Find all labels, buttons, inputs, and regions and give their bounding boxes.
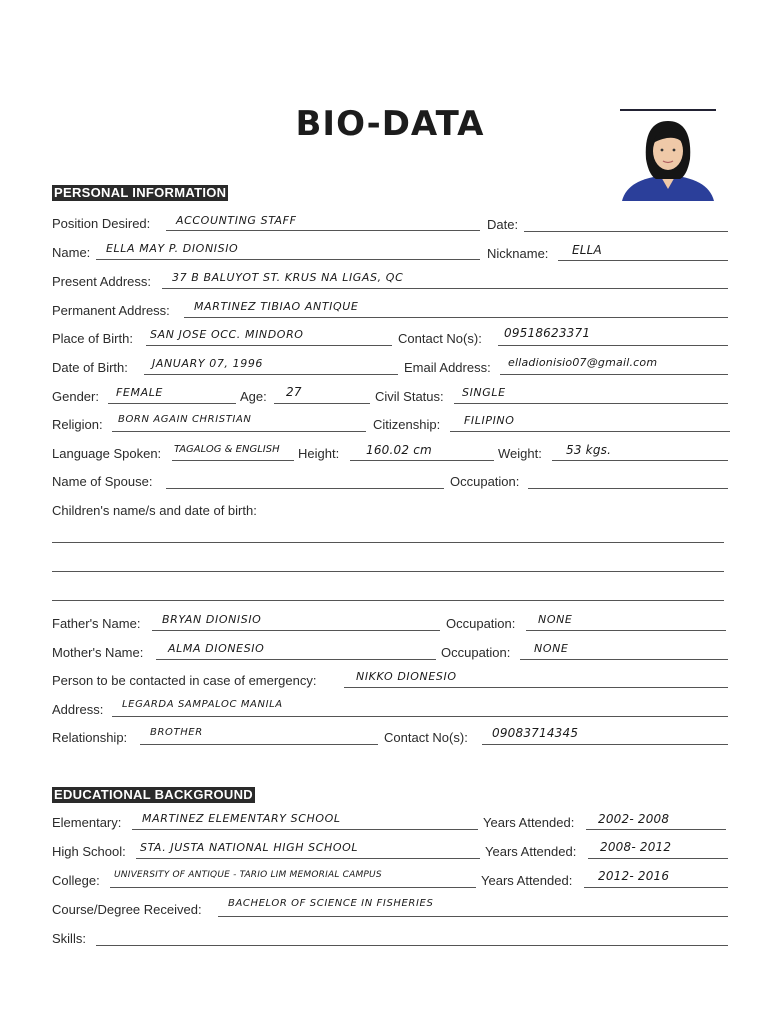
place-of-birth-line	[146, 345, 392, 346]
skills-label: Skills:	[52, 931, 86, 946]
emergency-contact-value[interactable]: 09083714345	[492, 726, 579, 740]
position-desired-value[interactable]: ACCOUNTING STAFF	[176, 214, 297, 227]
religion-value[interactable]: BORN AGAIN CHRISTIAN	[118, 414, 252, 425]
nickname-line	[558, 260, 728, 261]
high-school-years-line	[588, 858, 728, 859]
skills-line	[96, 945, 728, 946]
children-line-3[interactable]	[52, 600, 724, 601]
course-label: Course/Degree Received:	[52, 902, 202, 917]
age-value[interactable]: 27	[286, 385, 302, 399]
gender-label: Gender:	[52, 389, 99, 404]
religion-label: Religion:	[52, 417, 103, 432]
age-line	[274, 403, 370, 404]
mother-value[interactable]: ALMA DIONESIO	[168, 642, 265, 655]
emergency-contact-line	[482, 744, 728, 745]
elementary-label: Elementary:	[52, 815, 122, 830]
high-school-value[interactable]: STA. JUSTA NATIONAL HIGH SCHOOL	[140, 841, 359, 854]
date-of-birth-line	[144, 374, 398, 375]
position-desired-line	[166, 230, 480, 231]
place-of-birth-value[interactable]: SAN JOSE OCC. MINDORO	[150, 328, 304, 341]
civil-status-label: Civil Status:	[375, 389, 444, 404]
father-occupation-value[interactable]: NONE	[538, 613, 573, 626]
spouse-occupation-line	[528, 488, 728, 489]
id-photo	[620, 109, 716, 201]
weight-value[interactable]: 53 kgs.	[566, 443, 612, 457]
name-label: Name:	[52, 245, 91, 260]
civil-status-line	[454, 403, 728, 404]
father-occupation-label: Occupation:	[446, 616, 516, 631]
date-label: Date:	[487, 217, 519, 232]
father-label: Father's Name:	[52, 616, 141, 631]
high-school-years-value[interactable]: 2008- 2012	[600, 840, 672, 854]
contact-label: Contact No(s):	[398, 331, 482, 346]
high-school-line	[136, 858, 480, 859]
spouse-occupation-label: Occupation:	[450, 474, 520, 489]
gender-value[interactable]: FEMALE	[116, 386, 163, 399]
language-label: Language Spoken:	[52, 446, 162, 461]
spouse-label: Name of Spouse:	[52, 474, 153, 489]
date-of-birth-label: Date of Birth:	[52, 360, 128, 375]
emergency-address-value[interactable]: LEGARDA SAMPALOC MANILA	[122, 699, 283, 710]
citizenship-value[interactable]: FILIPINO	[464, 414, 515, 427]
spouse-line	[166, 488, 444, 489]
date-line	[524, 231, 728, 232]
college-years-label: Years Attended:	[481, 873, 573, 888]
email-label: Email Address:	[404, 360, 491, 375]
portrait-image	[620, 111, 716, 201]
college-value[interactable]: UNIVERSITY OF ANTIQUE - TARIO LIM MEMORIAL CAMPUS	[114, 870, 382, 880]
citizenship-label: Citizenship:	[373, 417, 441, 432]
father-value[interactable]: BRYAN DIONISIO	[162, 613, 262, 626]
emergency-line	[344, 687, 728, 688]
name-line	[96, 259, 480, 260]
weight-line	[552, 460, 728, 461]
permanent-address-label: Permanent Address:	[52, 303, 170, 318]
personal-info-header: PERSONAL INFORMATION	[54, 185, 227, 200]
children-line-1[interactable]	[52, 542, 724, 543]
elementary-years-label: Years Attended:	[483, 815, 575, 830]
mother-occupation-value[interactable]: NONE	[534, 642, 569, 655]
mother-label: Mother's Name:	[52, 645, 144, 660]
date-of-birth-value[interactable]: JANUARY 07, 1996	[152, 357, 264, 370]
college-line	[110, 887, 476, 888]
religion-line	[112, 431, 366, 432]
course-value[interactable]: BACHELOR OF SCIENCE IN FISHERIES	[228, 898, 434, 909]
college-label: College:	[52, 873, 100, 888]
mother-occupation-label: Occupation:	[441, 645, 511, 660]
nickname-label: Nickname:	[487, 246, 549, 261]
height-value[interactable]: 160.02 cm	[366, 443, 432, 457]
relationship-line	[140, 744, 378, 745]
relationship-label: Relationship:	[52, 730, 128, 745]
height-line	[350, 460, 494, 461]
present-address-label: Present Address:	[52, 274, 151, 289]
nickname-value[interactable]: ELLA	[572, 243, 602, 257]
name-value[interactable]: ELLA MAY P. DIONISIO	[106, 242, 239, 255]
email-value[interactable]: elladionisio07@gmail.com	[508, 356, 658, 369]
emergency-contact-label: Contact No(s):	[384, 730, 468, 745]
father-occupation-line	[526, 630, 726, 631]
children-label: Children's name/s and date of birth:	[52, 503, 257, 518]
children-line-2[interactable]	[52, 571, 724, 572]
permanent-address-line	[184, 317, 728, 318]
education-header: EDUCATIONAL BACKGROUND	[54, 787, 253, 802]
height-label: Height:	[298, 446, 340, 461]
weight-label: Weight:	[498, 446, 542, 461]
permanent-address-value[interactable]: MARTINEZ TIBIAO ANTIQUE	[194, 300, 359, 313]
high-school-years-label: Years Attended:	[485, 844, 577, 859]
emergency-address-line	[112, 716, 728, 717]
emergency-value[interactable]: NIKKO DIONESIO	[356, 670, 457, 683]
high-school-label: High School:	[52, 844, 126, 859]
father-line	[152, 630, 440, 631]
college-years-value[interactable]: 2012- 2016	[598, 869, 670, 883]
mother-line	[156, 659, 436, 660]
email-line	[500, 374, 728, 375]
present-address-value[interactable]: 37 B BALUYOT ST. KRUS NA LIGAS, QC	[172, 271, 404, 284]
course-line	[218, 916, 728, 917]
citizenship-line	[450, 431, 730, 432]
mother-occupation-line	[520, 659, 728, 660]
contact-value[interactable]: 09518623371	[504, 326, 591, 340]
emergency-label: Person to be contacted in case of emergency:	[52, 673, 317, 688]
elementary-years-line	[586, 829, 726, 830]
emergency-address-label: Address:	[52, 702, 104, 717]
language-line	[172, 460, 294, 461]
position-desired-label: Position Desired:	[52, 216, 151, 231]
relationship-value[interactable]: BROTHER	[150, 727, 203, 738]
elementary-value[interactable]: MARTINEZ ELEMENTARY SCHOOL	[142, 812, 341, 825]
gender-line	[108, 403, 236, 404]
college-years-line	[584, 887, 728, 888]
present-address-line	[162, 288, 728, 289]
contact-line	[498, 345, 728, 346]
age-label: Age:	[240, 389, 267, 404]
page-title: BIO-DATA	[295, 104, 485, 144]
elementary-years-value[interactable]: 2002- 2008	[598, 812, 670, 826]
elementary-line	[132, 829, 478, 830]
civil-status-value[interactable]: SINGLE	[462, 386, 506, 399]
language-value[interactable]: TAGALOG & ENGLISH	[174, 444, 280, 455]
place-of-birth-label: Place of Birth:	[52, 331, 133, 346]
